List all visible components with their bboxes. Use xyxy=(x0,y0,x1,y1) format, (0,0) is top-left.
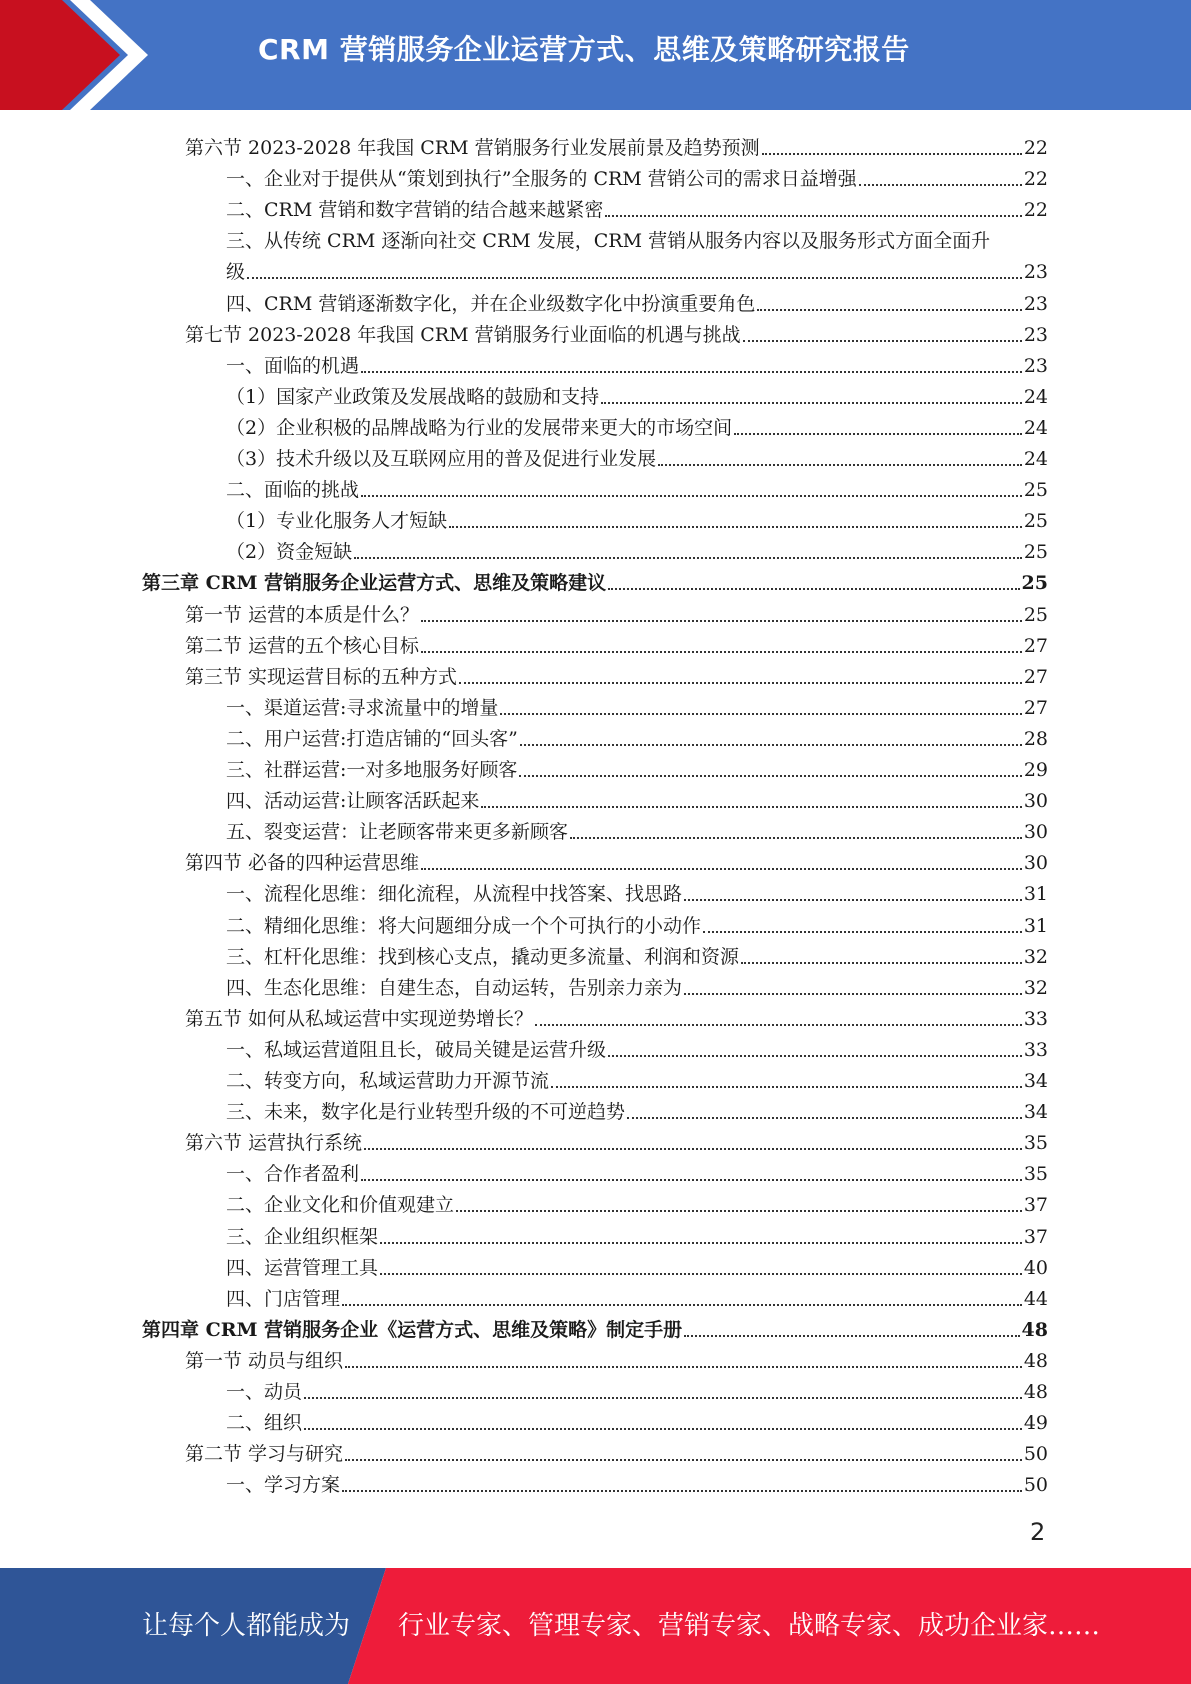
toc-entry[interactable] xyxy=(226,1185,1048,1216)
toc-entry[interactable] xyxy=(226,501,1048,532)
toc-entry[interactable] xyxy=(185,843,1048,874)
toc-entry-title: 一、合作者盈利 xyxy=(226,1163,360,1186)
toc-entry-page: 48 xyxy=(1023,1381,1048,1403)
toc-entry-title: 第一节 运营的本质是什么？ xyxy=(185,603,420,626)
toc-entry[interactable] xyxy=(185,999,1048,1030)
toc-entry[interactable] xyxy=(226,937,1048,968)
toc-entry-title: 四、活动运营:让顾客活跃起来 xyxy=(226,790,480,813)
toc-dot-leader xyxy=(605,193,1021,217)
toc-entry-page: 25 xyxy=(1023,510,1048,533)
toc-entry-title: 一、动员 xyxy=(226,1381,303,1403)
toc-entry-page: 49 xyxy=(1023,1412,1048,1435)
toc-entry-page: 30 xyxy=(1023,790,1048,813)
toc-dot-leader xyxy=(658,442,1022,466)
toc-dot-leader xyxy=(757,287,1021,311)
toc-entry[interactable] xyxy=(226,377,1048,408)
toc-entry[interactable] xyxy=(226,1403,1048,1434)
toc-entry[interactable] xyxy=(226,284,1048,315)
toc-entry-title: （1）专业化服务人才短缺 xyxy=(226,510,448,533)
toc-dot-leader xyxy=(361,473,1022,497)
toc-dot-leader xyxy=(345,1344,1022,1368)
toc-dot-leader xyxy=(361,349,1022,373)
toc-dot-leader xyxy=(741,940,1022,964)
toc-entry-page: 23 xyxy=(1023,354,1048,377)
toc-entry-page: 30 xyxy=(1023,852,1048,875)
toc-entry-title: 第七节 2023-2028 年我国 CRM 营销服务行业面临的机遇与挑战 xyxy=(185,323,741,346)
toc-entry-page: 23 xyxy=(1023,323,1048,346)
toc-entry-title: 第四章 CRM 营销服务企业《运营方式、思维及策略》制定手册 xyxy=(142,1318,683,1341)
toc-dot-leader xyxy=(380,1251,1022,1275)
toc-entry-title: 一、面临的机遇 xyxy=(226,354,360,377)
page-number: 2 xyxy=(1030,1518,1046,1546)
toc-entry-page: 33 xyxy=(1023,1038,1048,1061)
toc-entry[interactable] xyxy=(226,906,1048,937)
toc-dot-leader xyxy=(247,255,1022,279)
toc-entry-page: 22 xyxy=(1023,168,1048,191)
toc-entry-title: 三、从传统 CRM 逐渐向社交 CRM 发展，CRM 营销从服务内容以及服务形式方面全面升 xyxy=(226,230,991,253)
toc-dot-leader xyxy=(364,1126,1022,1150)
toc-entry-page: 50 xyxy=(1023,1474,1048,1497)
toc-entry[interactable] xyxy=(226,470,1048,501)
toc-entry-page: 34 xyxy=(1023,1070,1048,1092)
toc-entry-page: 23 xyxy=(1023,261,1048,284)
toc-entry[interactable] xyxy=(185,1434,1048,1465)
toc-entry[interactable] xyxy=(226,1465,1048,1496)
toc-entry-title: 第六节 2023-2028 年我国 CRM 营销服务行业发展前景及趋势预测 xyxy=(185,137,760,159)
toc-entry-page: 32 xyxy=(1023,976,1048,999)
toc-entry-title: 第二节 运营的五个核心目标 xyxy=(185,634,420,657)
toc-entry-title: 三、未来，数字化是行业转型升级的不可逆趋势 xyxy=(226,1101,626,1124)
toc-entry-title: 一、渠道运营:寻求流量中的增量 xyxy=(226,696,499,719)
toc-entry-page: 29 xyxy=(1023,759,1048,781)
toc-dot-leader xyxy=(535,1002,1022,1026)
toc-entry[interactable] xyxy=(226,159,1048,190)
toc-dot-leader xyxy=(456,1188,1022,1212)
toc-dot-leader xyxy=(304,1375,1022,1399)
toc-chapter-entry[interactable] xyxy=(142,563,1048,594)
toc-entry-page: 27 xyxy=(1023,634,1048,657)
toc-entry-page: 24 xyxy=(1023,385,1048,408)
toc-entry-title: 一、私域运营道阻且长，破局关键是运营升级 xyxy=(226,1038,607,1061)
toc-entry-title: 第二节 学习与研究 xyxy=(185,1443,344,1466)
toc-entry-page: 50 xyxy=(1023,1443,1048,1466)
toc-entry[interactable] xyxy=(226,1217,1048,1248)
toc-entry-title: （3）技术升级以及互联网应用的普及促进行业发展 xyxy=(226,448,657,470)
toc-entry[interactable] xyxy=(226,874,1048,905)
toc-entry-page: 24 xyxy=(1023,416,1048,439)
toc-entry[interactable] xyxy=(185,315,1048,346)
toc-entry[interactable] xyxy=(226,221,1048,252)
toc-dot-leader xyxy=(743,318,1022,342)
toc-entry-page: 48 xyxy=(1023,1349,1048,1372)
toc-entry-title: 四、门店管理 xyxy=(226,1287,341,1310)
toc-entry-title: 第一节 动员与组织 xyxy=(185,1349,344,1372)
toc-entry-page: 34 xyxy=(1023,1101,1048,1124)
toc-entry-title: 二、企业文化和价值观建立 xyxy=(226,1194,455,1217)
toc-entry-page: 31 xyxy=(1023,883,1048,906)
toc-entry-page: 33 xyxy=(1023,1007,1048,1030)
toc-entry-page: 31 xyxy=(1023,914,1048,937)
toc-entry[interactable] xyxy=(226,408,1048,439)
toc-entry-title: 三、杠杆化思维：找到核心支点，撬动更多流量、利润和资源 xyxy=(226,945,740,968)
toc-entry-title: 二、面临的挑战 xyxy=(226,479,360,502)
toc-dot-leader xyxy=(570,815,1022,839)
toc-dot-leader xyxy=(684,877,1022,901)
toc-dot-leader xyxy=(421,598,1022,622)
toc-entry[interactable] xyxy=(226,532,1048,563)
toc-entry[interactable] xyxy=(185,595,1048,626)
toc-entry-page: 48 xyxy=(1021,1318,1048,1341)
toc-entry-page: 35 xyxy=(1023,1163,1048,1186)
toc-dot-leader xyxy=(734,411,1022,435)
toc-entry-title: 一、流程化思维：细化流程，从流程中找答案、找思路 xyxy=(226,883,683,906)
toc-entry[interactable] xyxy=(226,346,1048,377)
toc-entry[interactable] xyxy=(226,1092,1048,1123)
toc-entry[interactable] xyxy=(185,128,1048,159)
toc-entry-title: 四、运营管理工具 xyxy=(226,1256,379,1279)
toc-dot-leader xyxy=(684,1313,1019,1337)
toc-dot-leader xyxy=(361,1157,1022,1181)
toc-dot-leader xyxy=(342,1282,1022,1306)
header-arrow-decoration xyxy=(0,0,260,110)
toc-dot-leader xyxy=(703,909,1022,933)
toc-dot-leader xyxy=(481,784,1021,808)
toc-dot-leader xyxy=(500,691,1021,715)
toc-entry-page: 44 xyxy=(1023,1287,1048,1310)
report-title: CRM 营销服务企业运营方式、思维及策略研究报告 xyxy=(258,33,910,66)
toc-entry[interactable] xyxy=(226,719,1048,750)
toc-entry-title: 二、用户运营:打造店铺的“回头客” xyxy=(226,727,518,750)
toc-dot-leader xyxy=(380,1220,1022,1244)
footer-slogan-left: 让每个人都能成为 xyxy=(142,1611,351,1641)
toc-dot-leader xyxy=(551,1064,1022,1088)
toc-dot-leader xyxy=(627,1095,1022,1119)
toc-entry-page: 35 xyxy=(1023,1132,1048,1155)
toc-entry-title: 三、企业组织框架 xyxy=(226,1225,379,1248)
toc-entry-title: 五、裂变运营：让老顾客带来更多新顾客 xyxy=(226,821,569,844)
toc-dot-leader xyxy=(421,846,1022,870)
toc-entry-title: 二、CRM 营销和数字营销的结合越来越紧密 xyxy=(226,199,604,222)
toc-entry-title: 二、转变方向，私域运营助力开源节流 xyxy=(226,1070,550,1092)
toc-entry[interactable] xyxy=(226,1061,1048,1092)
toc-entry[interactable] xyxy=(226,688,1048,719)
toc-entry-page: 23 xyxy=(1023,292,1048,315)
toc-dot-leader xyxy=(762,131,1022,155)
toc-dot-leader xyxy=(421,629,1022,653)
toc-dot-leader xyxy=(684,971,1022,995)
toc-dot-leader xyxy=(520,722,1022,746)
toc-entry-page: 24 xyxy=(1023,448,1048,470)
toc-dot-leader xyxy=(459,660,1022,684)
toc-entry[interactable] xyxy=(185,1341,1048,1372)
toc-entry-page: 25 xyxy=(1023,603,1048,626)
toc-entry-title: 第六节 运营执行系统 xyxy=(185,1132,363,1155)
toc-entry-page: 22 xyxy=(1023,137,1048,159)
toc-entry-title: 第三章 CRM 营销服务企业运营方式、思维及策略建议 xyxy=(142,572,607,595)
toc-entry-page: 27 xyxy=(1023,665,1048,688)
toc-entry-page: 25 xyxy=(1021,572,1048,595)
toc-entry[interactable] xyxy=(226,1248,1048,1279)
toc-entry[interactable] xyxy=(226,968,1048,999)
toc-entry[interactable] xyxy=(226,1279,1048,1310)
toc-entry[interactable] xyxy=(226,190,1048,221)
toc-entry[interactable] xyxy=(185,626,1048,657)
toc-dot-leader xyxy=(519,753,1021,777)
toc-dot-leader xyxy=(601,380,1022,404)
toc-entry-title: （2）企业积极的品牌战略为行业的发展带来更大的市场空间 xyxy=(226,416,733,439)
toc-entry-title: 级 xyxy=(226,261,246,284)
toc-entry-title: 第五节 如何从私域运营中实现逆势增长？ xyxy=(185,1007,534,1030)
toc-entry-title: 第四节 必备的四种运营思维 xyxy=(185,852,420,875)
toc-entry-title: 一、学习方案 xyxy=(226,1474,341,1497)
page-footer xyxy=(0,1568,1191,1684)
toc-entry-page: 40 xyxy=(1023,1256,1048,1279)
toc-entry-page: 37 xyxy=(1023,1225,1048,1248)
toc-entry[interactable] xyxy=(226,781,1048,812)
toc-dot-leader xyxy=(859,162,1022,186)
toc-entry-title: 二、精细化思维：将大问题细分成一个个可执行的小动作 xyxy=(226,914,702,937)
toc-dot-leader xyxy=(354,535,1022,559)
toc-entry-page: 22 xyxy=(1023,199,1048,222)
toc-entry-title: （1）国家产业政策及发展战略的鼓励和支持 xyxy=(226,385,600,408)
toc-entry[interactable] xyxy=(185,657,1048,688)
toc-entry-page: 37 xyxy=(1023,1194,1048,1217)
toc-dot-leader xyxy=(342,1468,1022,1492)
toc-entry[interactable] xyxy=(226,1030,1048,1061)
toc-entry-title: 二、组织 xyxy=(226,1412,303,1435)
toc-entry[interactable] xyxy=(226,1372,1048,1403)
toc-entry-page: 32 xyxy=(1023,945,1048,968)
toc-entry-page: 30 xyxy=(1023,821,1048,844)
toc-entry-title: 一、企业对于提供从“策划到执行”全服务的 CRM 营销公司的需求日益增强 xyxy=(226,168,857,191)
toc-entry-page: 27 xyxy=(1023,696,1048,719)
toc-entry-title: （2）资金短缺 xyxy=(226,541,353,564)
toc-entry[interactable] xyxy=(185,1123,1048,1154)
footer-slogan-right: 行业专家、管理专家、营销专家、战略专家、成功企业家…… xyxy=(398,1611,1101,1641)
toc-entry[interactable] xyxy=(226,812,1048,843)
toc-dot-leader xyxy=(345,1437,1022,1461)
toc-entry-title: 第三节 实现运营目标的五种方式 xyxy=(185,665,458,688)
toc-dot-leader xyxy=(304,1406,1022,1430)
toc-entry[interactable] xyxy=(226,252,1048,283)
toc-chapter-entry[interactable] xyxy=(142,1310,1048,1341)
toc-dot-leader xyxy=(608,566,1019,590)
toc-entry-page: 25 xyxy=(1023,541,1048,564)
toc-entry[interactable] xyxy=(226,1154,1048,1185)
page-header xyxy=(0,0,1191,110)
toc-entry-title: 四、生态化思维：自建生态，自动运转，告别亲力亲为 xyxy=(226,976,683,999)
toc-entry-title: 三、社群运营:一对多地服务好顾客 xyxy=(226,759,518,781)
toc-entry-title: 四、CRM 营销逐渐数字化，并在企业级数字化中扮演重要角色 xyxy=(226,292,756,315)
toc-dot-leader xyxy=(608,1033,1022,1057)
toc-entry-page: 25 xyxy=(1023,479,1048,502)
toc-entry[interactable] xyxy=(226,439,1048,470)
toc-entry-page: 28 xyxy=(1023,727,1048,750)
toc-entry[interactable] xyxy=(226,750,1048,781)
toc-dot-leader xyxy=(449,504,1022,528)
